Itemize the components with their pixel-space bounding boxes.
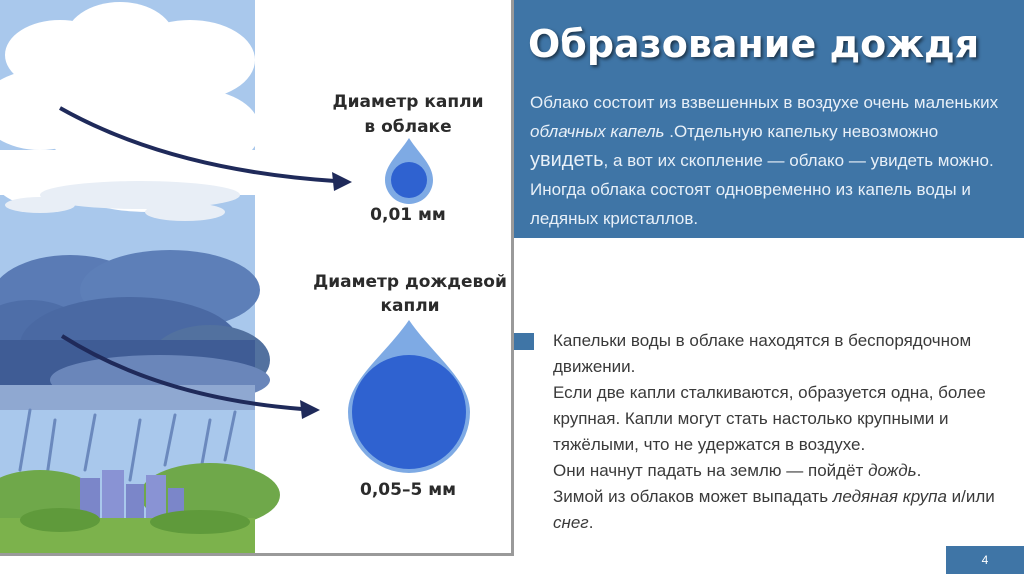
term-snow: снег <box>553 513 589 532</box>
body-line-1: Капельки воды в облаке находятся в беспорядочном движении. <box>553 331 972 376</box>
small-drop-label: Диаметр капли <box>332 92 484 112</box>
big-drop-value: 0,05–5 мм <box>360 480 456 500</box>
term-ice-pellets: ледяная крупа <box>832 487 947 506</box>
intro-text-part3: , а вот их скопление — облако — увидеть можно. Иногда облака состоят одновременно из капель воды и ледяных кристаллов. <box>530 151 994 228</box>
body-line-4-text: Зимой из облаков может выпадать <box>553 487 833 506</box>
intro-emphasis-word: увидеть <box>530 149 604 171</box>
big-drop-label-line2: капли <box>380 296 440 316</box>
page-number: 4 <box>946 546 1024 574</box>
term-rain: дождь <box>868 461 917 480</box>
small-drop-label-line2: в облаке <box>364 117 452 137</box>
body-line-3 <box>553 458 1023 484</box>
body-line-3-end: . <box>916 461 922 480</box>
body-line-4-end: . <box>588 513 594 532</box>
white-cloud <box>0 2 260 212</box>
title-panel <box>514 0 1024 238</box>
rain-illustration <box>0 0 514 556</box>
intro-text-part1: Облако состоит из взвешенных в воздухе очень маленьких <box>530 93 999 112</box>
body-line-4-mid: и/или <box>946 487 995 506</box>
main-body-text <box>553 328 1023 536</box>
body-line-3-text: Они начнут падать на землю — пойдёт <box>553 461 869 480</box>
body-line-4 <box>553 484 1023 536</box>
slide-title: Образование дождя <box>528 22 980 66</box>
body-line-2: Если две капли сталкиваются, образуется одна, более крупная. Капли могут стать настолько крупными и тяжёлыми, что не удержатся в воздухе. <box>553 383 986 454</box>
intro-text-part2: .Отдельную капельку невозможно <box>664 122 939 141</box>
small-drop-value: 0,01 мм <box>370 205 446 225</box>
storm-cloud <box>0 250 270 410</box>
bullet-marker <box>514 333 534 350</box>
intro-paragraph <box>530 88 1018 233</box>
big-drop-label: Диаметр дождевой <box>313 272 507 292</box>
intro-italic-term: облачных капель <box>530 122 665 141</box>
